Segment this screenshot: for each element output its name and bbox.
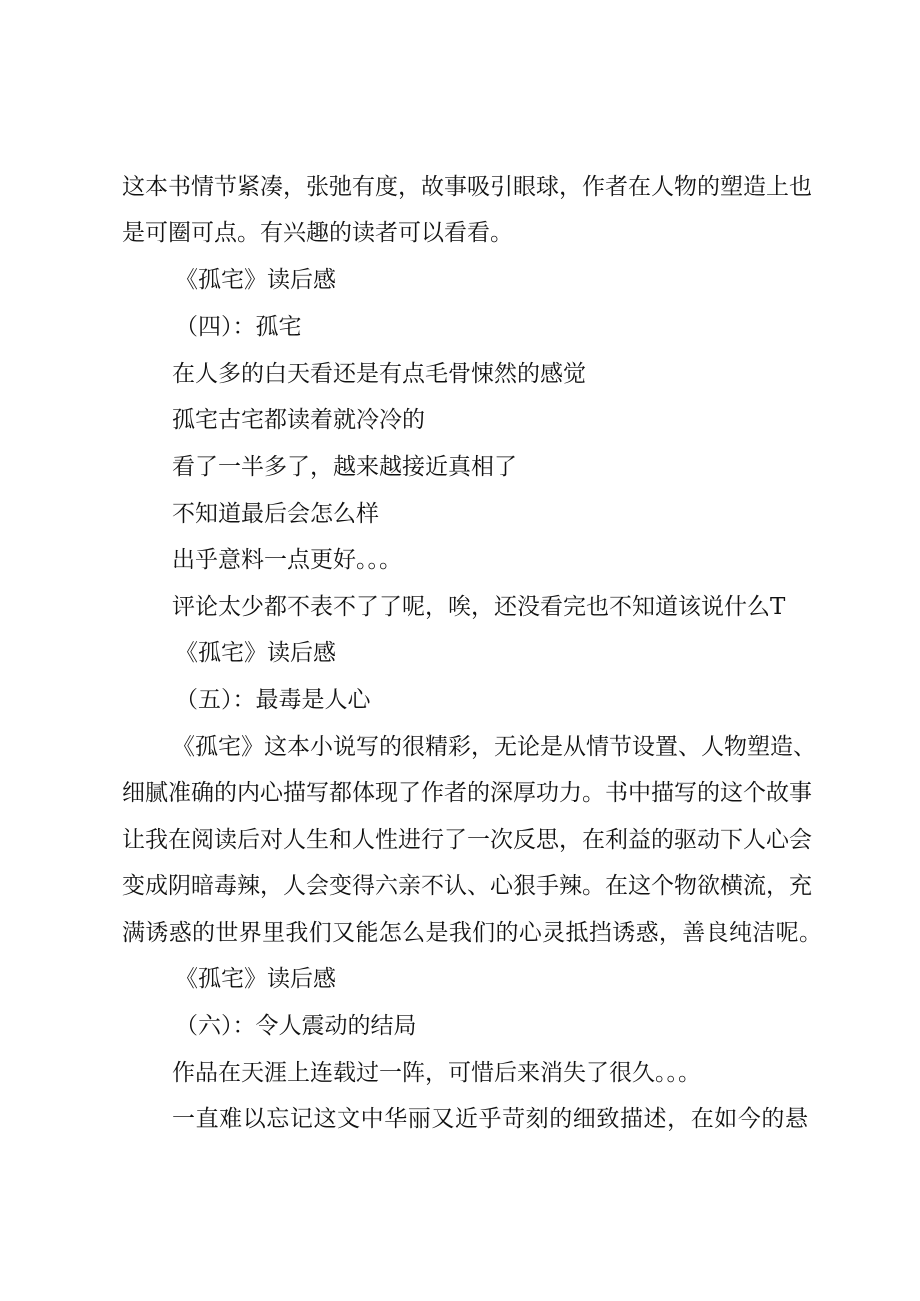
text-line: 一直难以忘记这文中华丽又近乎苛刻的细致描述，在如今的悬 <box>172 1106 808 1132</box>
section-title: 《孤宅》读后感 <box>175 267 336 293</box>
section-title: 《孤宅》读后感 <box>175 966 336 992</box>
text-line: 变成阴暗毒辣，人会变得六亲不认、心狠手辣。在这个物欲横流，充 <box>122 873 812 899</box>
text-line: 让我在阅读后对人生和人性进行了一次反思，在利益的驱动下人心会 <box>122 827 812 853</box>
text-line: 满诱惑的世界里我们又能怎么是我们的心灵抵挡诱惑，善良纯洁呢。 <box>122 920 822 946</box>
text-line: 看了一半多了，越来越接近真相了 <box>172 454 517 480</box>
paragraph-line: 这本书情节紧凑，张弛有度，故事吸引眼球，作者在人物的塑造上也 <box>122 174 812 200</box>
text-line: 《孤宅》这本小说写的很精彩，无论是从情节设置、人物塑造、 <box>172 734 816 760</box>
paragraph-line: 是可圈可点。有兴趣的读者可以看看。 <box>122 220 513 246</box>
text-line: 孤宅古宅都读着就冷冷的 <box>172 407 425 433</box>
text-line: 在人多的白天看还是有点毛骨悚然的感觉 <box>172 361 586 387</box>
text-line: 不知道最后会怎么样 <box>172 501 379 527</box>
section-subtitle: （四）：孤宅 <box>175 314 302 340</box>
text-line: 细腻准确的内心描写都体现了作者的深厚功力。书中描写的这个故事 <box>122 780 812 806</box>
text-line: 作品在天涯上连载过一阵，可惜后来消失了很久。。。 <box>172 1060 701 1086</box>
section-subtitle: （六）：令人震动的结局 <box>175 1013 417 1039</box>
section-subtitle: （五）：最毒是人心 <box>175 687 371 713</box>
section-title: 《孤宅》读后感 <box>175 640 336 666</box>
text-line: 出乎意料一点更好。。。 <box>172 547 402 573</box>
text-line: 评论太少都不表不了了呢，唉，还没看完也不知道该说什么T <box>172 594 786 620</box>
